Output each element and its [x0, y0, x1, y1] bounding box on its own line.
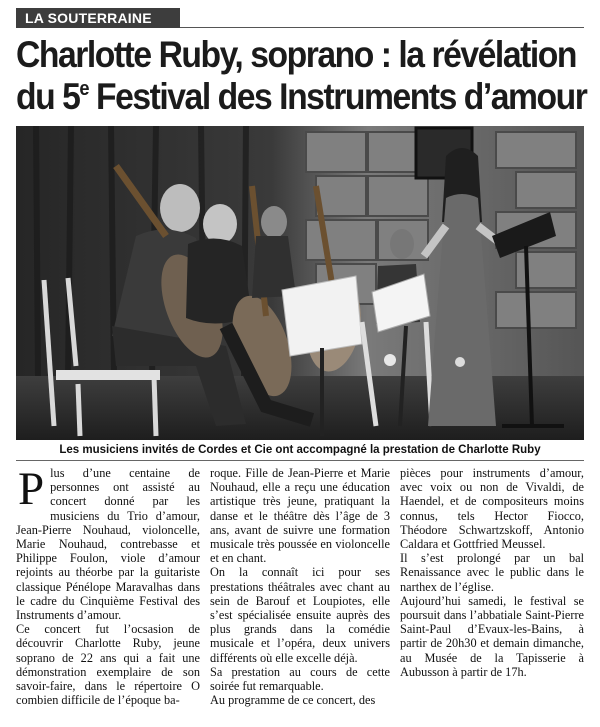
- dropcap: P: [18, 466, 45, 515]
- article-paragraph: Au programme de ce concert, des: [210, 693, 376, 708]
- article-column-2: [210, 466, 390, 724]
- article-column-3: [400, 466, 584, 724]
- section-label: LA SOUTERRAINE: [16, 8, 180, 28]
- article-paragraph: Sa prestation au cours de cette soirée fut remarquable.: [210, 664, 390, 694]
- article-column-1: [16, 466, 200, 724]
- headline-line-2: [16, 76, 587, 118]
- headline: [16, 34, 587, 118]
- headline-line-1: Charlotte Ruby, soprano : la révélation: [16, 34, 576, 75]
- headline-line-2-end: Festival des Instruments d’amour: [88, 76, 587, 117]
- photo-caption: Les musiciens invités de Cordes et Cie ont accompagné la prestation de Charlotte Ruby: [59, 444, 541, 456]
- headline-line-2-start: du 5: [16, 76, 80, 117]
- article-paragraph: Ce concert fut l’ocsasion de découvrir Charlotte Ruby, jeune soprano de 22 ans qui a fait une démonstration exemplaire de son savoir-faire, dans le répertoire O combien difficile de l’époque ba-: [16, 622, 200, 708]
- article-text: lus d’une centaine de personnes ont assisté au concert donné par les musiciens du Trio d’amour, Jean-Pierre Nouhaud, violoncelle, Marie Nouhaud, contrebasse et Philippe Foulon, viole d’amour rejoints au théorbe par la guitariste classique Pénélope Maravalhas dans le cadre du Cinquième Festival des Instruments d’amour.: [16, 466, 200, 623]
- concert-photo: [16, 126, 584, 440]
- article-paragraph: On la connaît ici pour ses prestations théâtrales avec chant au sein de Barouf et Loupiotes, elle s’est spécialisée ensuite auprès des plus grands dans la comédie musicale et l’opéra, deux univers différents où elle excelle déjà.: [210, 565, 390, 665]
- article-paragraph: pièces pour instruments d’amour, avec voix ou non de Vivaldi, de Haendel, et de compositeurs moins connus, tels Hector Fiocco, Théodore Schwartzskoff, Antonio Caldara et Gottfried Meussel.: [400, 466, 584, 552]
- headline-superscript: e: [79, 78, 89, 100]
- article-paragraph: Aujourd’hui samedi, le festival se poursuit dans l’abbatiale Saint-Pierre Saint-Paul d’Evaux-les-Bains, à partir de 20h30 et demain dimanche, au Musée de la Tapisserie à Aubusson à partir de 17h.: [400, 593, 584, 679]
- article-paragraph: [16, 466, 200, 622]
- section-rule: [180, 27, 584, 28]
- caption-rule: [16, 460, 584, 461]
- article-paragraph: Il s’est prolongé par un bal Renaissance avec le public dans le narthex de l’église.: [400, 551, 584, 594]
- article-paragraph: roque. Fille de Jean-Pierre et Marie Nouhaud, elle a reçu une éducation artistique très jeune, pratiquant la danse et le théâtre dès l’âge de 3 ans, avant de suivre une formation musicale très poussée en violoncelle et en chant.: [210, 466, 390, 566]
